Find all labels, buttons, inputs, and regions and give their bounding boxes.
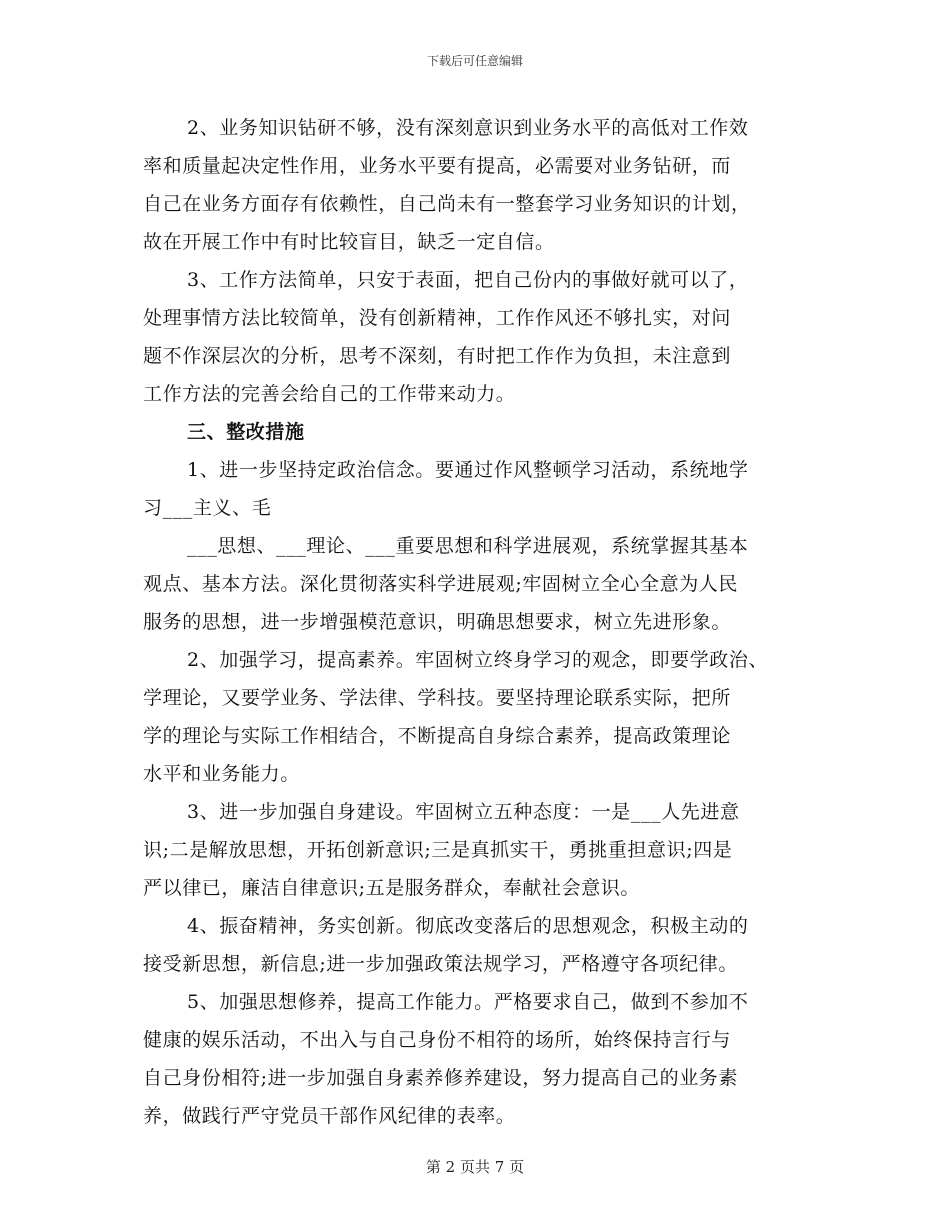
text-line: 严以律已，廉洁自律意识;五是服务群众，奉献社会意识。: [143, 877, 641, 899]
text-line: 学理论，又要学业务、学法律、学科技。要坚持理论联系实际，把所: [143, 687, 732, 709]
text-line: 3、工作方法简单，只安于表面，把自己份内的事做好就可以了，: [187, 269, 749, 291]
text-line: 2、业务知识钻研不够，没有深刻意识到业务水平的高低对工作效: [187, 117, 749, 139]
text-line: ___思想、___理论、___重要思想和科学进展观，系统掌握其基本: [187, 535, 749, 557]
text-line: 观点、基本方法。深化贯彻落实科学进展观;牢固树立全心全意为人民: [143, 573, 739, 595]
document-body: [143, 109, 833, 1135]
text-line: 题不作深层次的分析，思考不深刻，有时把工作作为负担，未注意到: [143, 345, 732, 367]
text-line: 2、加强学习，提高素养。牢固树立终身学习的观念，即要学政治、: [187, 649, 769, 671]
text-line: 水平和业务能力。: [143, 763, 300, 785]
text-line: 率和质量起决定性作用，业务水平要有提高，必需要对业务钻研，而: [143, 155, 732, 177]
text-line: 习___主义、毛: [143, 497, 272, 519]
text-line: 识;二是解放思想，开拓创新意识;三是真抓实干，勇挑重担意识;四是: [143, 839, 733, 861]
section-heading: 三、整改措施: [187, 421, 305, 443]
text-line: 自己身份相符;进一步加强自身素养修养建设，努力提高自己的业务素: [143, 1067, 739, 1089]
text-line: 工作方法的完善会给自己的工作带来动力。: [143, 383, 516, 405]
text-line: 3、进一步加强自身建设。牢固树立五种态度：一是___人先进意: [187, 801, 740, 823]
text-line: 1、进一步坚持定政治信念。要通过作风整顿学习活动，系统地学: [187, 459, 749, 481]
text-line: 处理事情方法比较简单，没有创新精神，工作作风还不够扎实，对问: [143, 307, 732, 329]
text-line: 4、振奋精神，务实创新。彻底改变落后的思想观念，积极主动的: [187, 915, 749, 937]
text-line: 养，做践行严守党员干部作风纪律的表率。: [143, 1105, 516, 1127]
text-line: 5、加强思想修养，提高工作能力。严格要求自己，做到不参加不: [187, 991, 749, 1013]
text-line: 服务的思想，进一步增强模范意识，明确思想要求，树立先进形象。: [143, 611, 732, 633]
page-number: 第 2 页共 7 页: [425, 1158, 525, 1176]
text-line: 自己在业务方面存有依赖性，自己尚未有一整套学习业务知识的计划，: [143, 193, 751, 215]
text-line: 故在开展工作中有时比较盲目，缺乏一定自信。: [143, 231, 555, 253]
text-line: 健康的娱乐活动，不出入与自己身份不相符的场所，始终保持言行与: [143, 1029, 732, 1051]
page-header: 下载后可任意编辑: [426, 54, 523, 68]
text-line: 接受新思想，新信息;进一步加强政策法规学习，严格遵守各项纪律。: [143, 953, 739, 975]
text-line: 学的理论与实际工作相结合，不断提高自身综合素养，提高政策理论: [143, 725, 732, 747]
